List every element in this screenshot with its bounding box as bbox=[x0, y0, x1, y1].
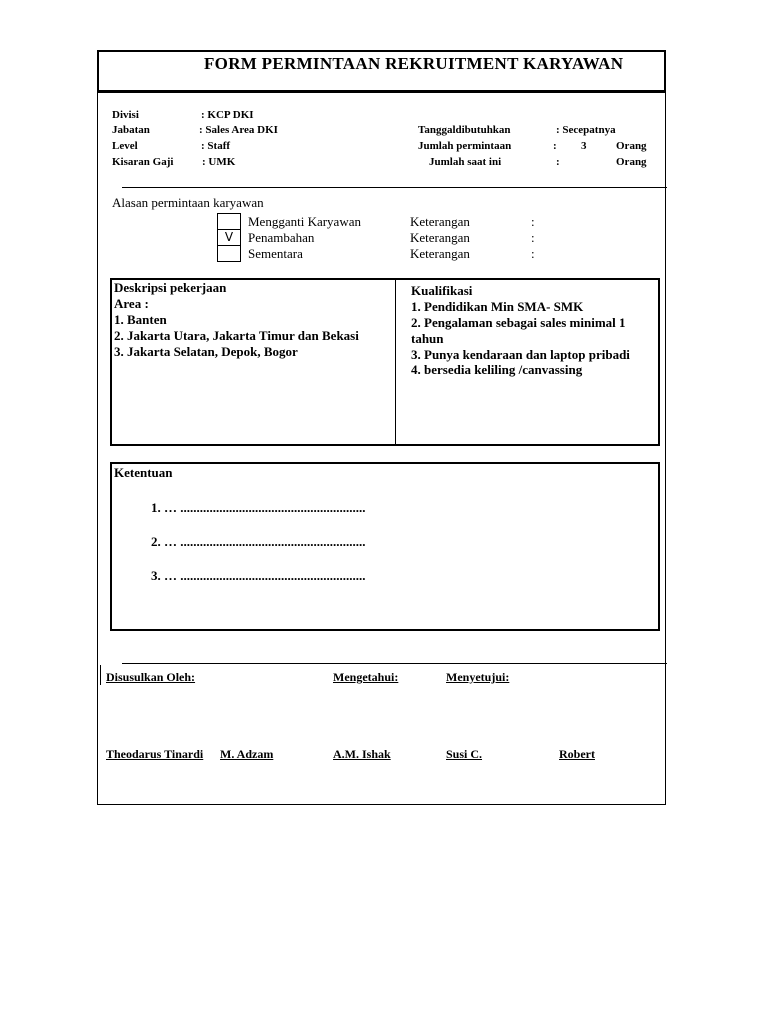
request-count-colon: : bbox=[553, 140, 557, 152]
job-area-item-2: 2. Jakarta Utara, Jakarta Timur dan Bekasi bbox=[114, 328, 359, 343]
qualification-item-1: 1. Pendidikan Min SMA- SMK bbox=[411, 299, 584, 314]
terms-item-1: 1. … ......................................................... bbox=[151, 500, 366, 515]
divisi-value: : KCP DKI bbox=[201, 109, 254, 121]
divider-line bbox=[122, 187, 667, 188]
qualification-item-3: 3. Punya kendaraan dan laptop pribadi bbox=[411, 347, 630, 362]
date-needed-label: Tanggaldibutuhkan bbox=[418, 124, 511, 136]
jabatan-value: : Sales Area DKI bbox=[199, 124, 278, 136]
signature-divider bbox=[122, 663, 667, 664]
salary-range-value: : UMK bbox=[202, 156, 236, 168]
replace-note-label: Keterangan bbox=[410, 214, 470, 229]
temporary-option-label: Sementara bbox=[248, 246, 303, 261]
current-count-label: Jumlah saat ini bbox=[429, 156, 502, 168]
signatory-name-1: Theodarus Tinardi bbox=[106, 747, 204, 761]
addition-note-label: Keterangan bbox=[410, 230, 470, 245]
qualification-item-2: 2. Pengalaman sebagai sales minimal 1 bbox=[411, 315, 626, 330]
qualification-item-4: 4. bersedia keliling /canvassing bbox=[411, 362, 583, 377]
current-count-colon: : bbox=[556, 156, 560, 168]
signatory-name-3: A.M. Ishak bbox=[333, 747, 391, 761]
qualification-heading: Kualifikasi bbox=[411, 283, 473, 298]
temporary-note-value: : bbox=[531, 246, 535, 261]
signature-left-mark bbox=[100, 665, 101, 685]
signatory-name-2: M. Adzam bbox=[220, 747, 274, 761]
reason-heading: Alasan permintaan karyawan bbox=[112, 195, 264, 210]
approved-label: Menyetujui: bbox=[446, 670, 510, 684]
level-label: Level bbox=[112, 140, 138, 152]
acknowledged-label: Mengetahui: bbox=[333, 670, 399, 684]
request-count-unit: Orang bbox=[616, 140, 647, 152]
addition-option-label: Penambahan bbox=[248, 230, 315, 245]
qualification-item-2-cont: tahun bbox=[411, 331, 444, 346]
addition-checkbox[interactable]: V bbox=[217, 229, 241, 246]
terms-item-2: 2. … ......................................................... bbox=[151, 534, 366, 549]
signatory-name-4: Susi C. bbox=[446, 747, 483, 761]
request-count-value: 3 bbox=[581, 140, 587, 152]
proposed-by-label: Disusulkan Oleh: bbox=[106, 670, 196, 684]
current-count-unit: Orang bbox=[616, 156, 647, 168]
date-needed-value: : Secepatnya bbox=[556, 124, 616, 136]
replace-note-value: : bbox=[531, 214, 535, 229]
form-title: FORM PERMINTAAN REKRUITMENT KARYAWAN bbox=[204, 54, 624, 73]
job-description-heading: Deskripsi pekerjaan bbox=[114, 280, 227, 295]
terms-heading: Ketentuan bbox=[114, 465, 173, 480]
job-area-label: Area : bbox=[114, 296, 149, 311]
terms-item-3: 3. … ......................................................... bbox=[151, 568, 366, 583]
signatory-name-5: Robert bbox=[559, 747, 595, 761]
addition-note-value: : bbox=[531, 230, 535, 245]
job-area-item-3: 3. Jakarta Selatan, Depok, Bogor bbox=[114, 344, 298, 359]
replace-checkbox[interactable] bbox=[217, 213, 241, 230]
temporary-checkbox[interactable] bbox=[217, 245, 241, 262]
request-count-label: Jumlah permintaan bbox=[418, 140, 512, 152]
job-area-item-1: 1. Banten bbox=[114, 312, 167, 327]
temporary-note-label: Keterangan bbox=[410, 246, 470, 261]
level-value: : Staff bbox=[201, 140, 231, 152]
replace-option-label: Mengganti Karyawan bbox=[248, 214, 361, 229]
box-divider bbox=[395, 279, 396, 445]
jabatan-label: Jabatan bbox=[112, 124, 150, 136]
salary-range-label: Kisaran Gaji bbox=[112, 156, 174, 168]
divisi-label: Divisi bbox=[112, 109, 139, 121]
